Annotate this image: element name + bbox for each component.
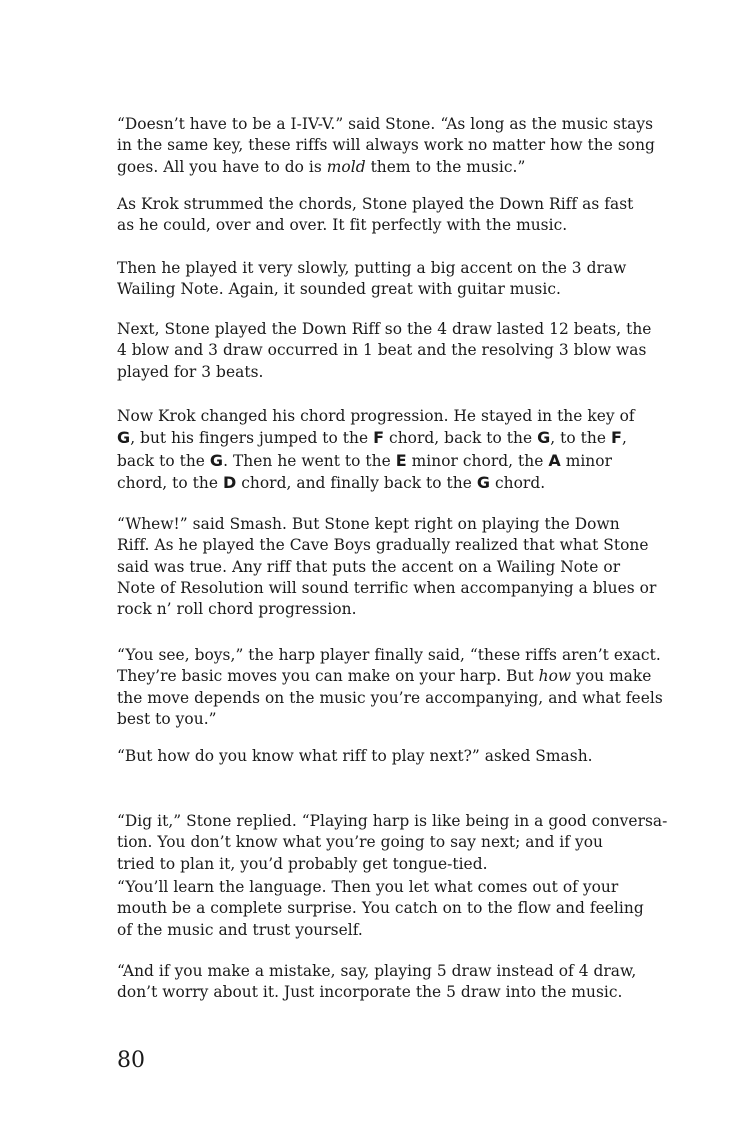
text-line — [117, 982, 672, 1003]
paragraph — [117, 645, 672, 730]
text-line — [117, 746, 672, 767]
text-run: minor chord, the — [406, 451, 549, 470]
text-run: minor — [560, 451, 612, 470]
text-run: , — [621, 429, 627, 448]
text-run: best to you.” — [117, 709, 217, 728]
text-line — [117, 450, 672, 472]
text-run: rock n’ roll chord progression. — [117, 600, 357, 619]
text-line — [117, 362, 672, 383]
text-run: them to the music.” — [365, 157, 526, 176]
text-line — [117, 877, 672, 898]
text-line — [117, 898, 672, 919]
text-run: tion. You don’t know what you’re going to say next; and if you — [117, 833, 603, 852]
text-line — [117, 666, 672, 687]
bold-text: G — [117, 428, 131, 448]
text-line — [117, 472, 672, 494]
bold-text: G — [537, 428, 551, 448]
text-line — [117, 319, 672, 340]
text-run: played for 3 beats. — [117, 362, 264, 381]
text-run: back to the — [117, 451, 210, 470]
bold-text: F — [373, 428, 385, 448]
text-line — [117, 599, 672, 620]
text-line — [117, 854, 672, 875]
text-run: in the same key, these riffs will always work no matter how the song — [117, 136, 655, 155]
paragraph — [117, 194, 672, 237]
text-line — [117, 920, 672, 941]
text-line — [117, 557, 672, 578]
text-run: , to the — [550, 429, 611, 448]
text-run: 4 blow and 3 draw occurred in 1 beat and the resolving 3 blow was — [117, 341, 647, 360]
text-run: the move depends on the music you’re accompanying, and what feels — [117, 688, 663, 707]
text-run: As Krok strummed the chords, Stone played the Down Riff as fast — [117, 195, 634, 213]
text-line — [117, 688, 672, 709]
text-run: you make — [571, 667, 652, 686]
text-run: tried to plan it, you’d probably get tongue-tied. — [117, 854, 488, 873]
bold-text: A — [548, 450, 561, 470]
text-line — [117, 832, 672, 853]
text-run: don’t worry about it. Just incorporate the 5 draw into the music. — [117, 983, 623, 1002]
text-line — [117, 279, 672, 300]
text-run: chord, back to the — [384, 429, 538, 448]
text-run: chord, and finally back to the — [236, 473, 477, 492]
bold-text: G — [476, 472, 491, 492]
text-run: Then he played it very slowly, putting a big accent on the 3 draw — [117, 259, 627, 277]
paragraph — [117, 319, 672, 383]
text-line — [117, 709, 672, 730]
text-line — [117, 514, 672, 535]
text-run: mouth be a complete surprise. You catch on to the flow and feeling — [117, 899, 644, 918]
text-line — [117, 961, 672, 982]
paragraph — [117, 114, 672, 178]
italic-text: mold — [326, 157, 366, 176]
paragraph — [117, 961, 672, 1004]
text-line — [117, 114, 672, 135]
text-run: They’re basic moves you can make on your harp. But — [117, 667, 539, 686]
text-line — [117, 578, 672, 599]
text-line — [117, 194, 672, 215]
text-run: “And if you make a mistake, say, playing 5 draw instead of 4 draw, — [117, 962, 637, 980]
page-number: 80 — [117, 1048, 145, 1073]
text-run: Next, Stone played the Down Riff so the 4 draw lasted 12 beats, the — [117, 320, 652, 338]
text-run: as he could, over and over. It fit perfectly with the music. — [117, 216, 568, 235]
text-run: “You see, boys,” the harp player finally said, “these riffs aren’t exact. — [117, 646, 661, 664]
text-line — [117, 645, 672, 666]
text-line — [117, 811, 672, 832]
text-run: chord, to the — [117, 473, 223, 492]
bold-text: G — [209, 450, 224, 470]
text-line — [117, 427, 672, 449]
text-run: “Doesn’t have to be a I-IV-V.” said Stone. “As long as the music stays — [117, 115, 654, 133]
text-run: goes. All you have to do is — [117, 157, 327, 176]
text-run: chord. — [490, 473, 546, 492]
text-run: Note of Resolution will sound terrific when accompanying a blues or — [117, 578, 657, 597]
paragraph — [117, 746, 672, 767]
bold-text: F — [610, 428, 622, 448]
paragraph — [117, 258, 672, 301]
text-line — [117, 340, 672, 361]
text-run: . Then he went to the — [223, 451, 396, 470]
bold-text: D — [222, 472, 237, 492]
italic-text: how — [538, 667, 572, 686]
text-run: said was true. Any riff that puts the accent on a Wailing Note or — [117, 557, 621, 576]
text-run: “But how do you know what riff to play next?” asked Smash. — [117, 747, 593, 765]
bold-text: E — [395, 450, 407, 470]
text-line — [117, 406, 672, 427]
text-run: Wailing Note. Again, it sounded great with guitar music. — [117, 280, 561, 299]
text-run: of the music and trust yourself. — [117, 920, 363, 939]
paragraph — [117, 811, 672, 875]
text-run: “Dig it,” Stone replied. “Playing harp is like being in a good conversa- — [117, 812, 668, 830]
text-run: Now Krok changed his chord progression. He stayed in the key of — [117, 407, 635, 425]
text-line — [117, 258, 672, 279]
paragraph — [117, 877, 672, 941]
text-line — [117, 535, 672, 556]
paragraph — [117, 514, 672, 620]
text-line — [117, 135, 672, 156]
text-line — [117, 157, 672, 178]
text-run: “You’ll learn the language. Then you let what comes out of your — [117, 878, 619, 896]
text-run: “Whew!” said Smash. But Stone kept right on playing the Down — [117, 515, 620, 533]
paragraph — [117, 406, 672, 494]
text-line — [117, 215, 672, 236]
text-run: , but his fingers jumped to the — [130, 429, 374, 448]
text-run: Riff. As he played the Cave Boys gradually realized that what Stone — [117, 536, 649, 555]
